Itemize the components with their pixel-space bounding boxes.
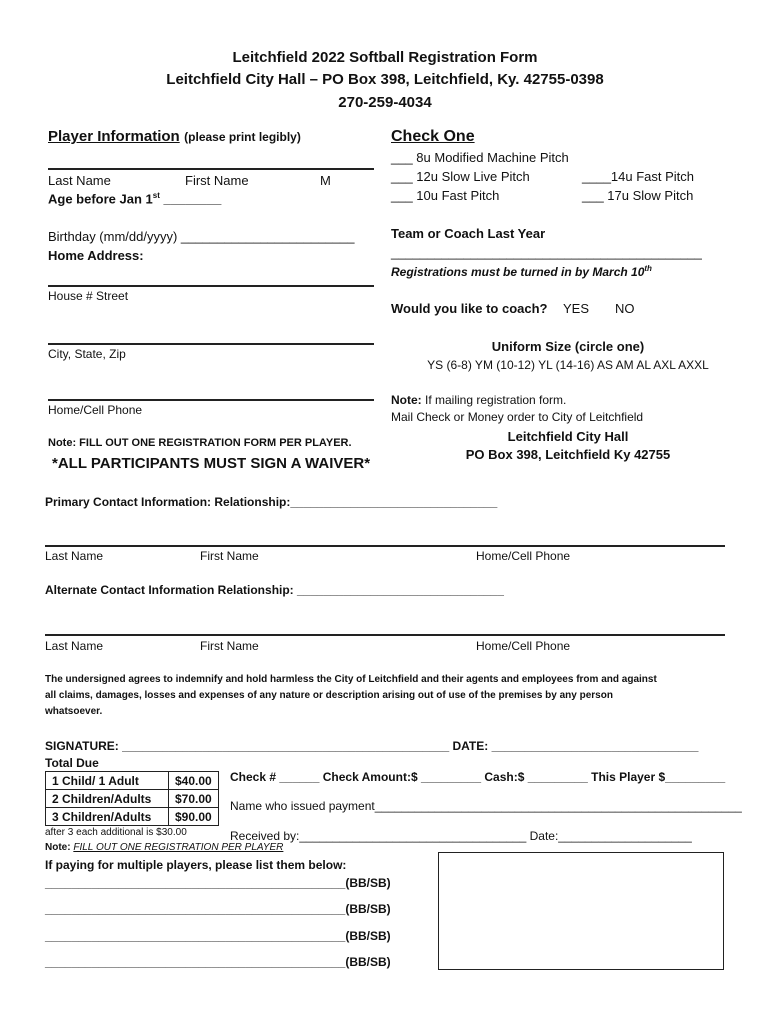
primary-phone-label: Home/Cell Phone: [476, 549, 571, 563]
phone-line: [48, 399, 374, 401]
fee-amount: $70.00: [169, 790, 219, 808]
home-address-label: Home Address:: [48, 248, 144, 263]
coach-question: Would you like to coach?: [391, 301, 548, 316]
primary-last-name-label: Last Name: [45, 549, 104, 563]
deadline-sup: th: [644, 264, 652, 273]
mail-note-label: Note:: [391, 393, 422, 407]
multi-player-line-2[interactable]: _____________________________________________(BB/SB): [45, 902, 391, 916]
table-row: [46, 772, 219, 790]
deadline-note: [391, 264, 652, 279]
coach-yes-option[interactable]: YES: [563, 301, 590, 316]
option-14u[interactable]: ____14u Fast Pitch: [582, 169, 695, 184]
alternate-first-name-label: First Name: [200, 639, 259, 653]
age-label: Age before Jan 1: [48, 191, 153, 207]
name-line: [48, 168, 374, 170]
alternate-contact-field[interactable]: Alternate Contact Information Relationship: _______________________________: [45, 583, 504, 597]
table-row: [46, 790, 219, 808]
mail-to-line-1: Leitchfield City Hall: [507, 429, 629, 444]
primary-first-name-label: First Name: [200, 549, 259, 563]
waiver-notice: *ALL PARTICIPANTS MUST SIGN A WAIVER*: [52, 455, 371, 472]
mail-note: [391, 393, 566, 407]
age-field[interactable]: [48, 191, 221, 206]
birthday-field[interactable]: Birthday (mm/dd/yyyy) ________________________: [48, 229, 355, 244]
form-address: Leitchfield City Hall – PO Box 398, Leitchfield, Ky. 42755-0398: [166, 71, 604, 88]
multi-note-label: Note:: [45, 842, 74, 853]
signature-date-line[interactable]: SIGNATURE: _________________________________________________ DATE: _______________________________: [45, 739, 699, 753]
multi-player-line-1[interactable]: _____________________________________________(BB/SB): [45, 876, 391, 890]
player-info-title: Player Information: [48, 128, 180, 145]
team-coach-label: Team or Coach Last Year: [391, 226, 546, 241]
option-17u[interactable]: ___ 17u Slow Pitch: [582, 188, 694, 203]
multi-player-heading: If paying for multiple players, please list them below:: [45, 858, 347, 872]
received-by-line[interactable]: Received by:__________________________________ Date:____________________: [230, 829, 692, 843]
player-info-note: (please print legibly): [184, 130, 301, 144]
total-due-label: Total Due: [45, 756, 99, 770]
one-form-note: Note: FILL OUT ONE REGISTRATION FORM PER PLAYER.: [48, 437, 352, 449]
uniform-size-heading: Uniform Size (circle one): [491, 339, 645, 354]
check-payment-line[interactable]: Check # ______ Check Amount:$ _________ Cash:$ _________ This Player $_________: [230, 770, 726, 784]
deadline-text: Registrations must be turned in by March 10: [391, 265, 645, 279]
form-phone: 270-259-4034: [338, 94, 432, 111]
multi-note-text: FILL OUT ONE REGISTRATION PER PLAYER: [73, 842, 284, 853]
alternate-last-name-label: Last Name: [45, 639, 104, 653]
option-10u[interactable]: ___ 10u Fast Pitch: [391, 188, 500, 203]
mail-to-line-2: PO Box 398, Leitchfield Ky 42755: [465, 447, 671, 462]
indemnity-line-3: whatsoever.: [45, 706, 103, 717]
multi-player-line-4[interactable]: _____________________________________________(BB/SB): [45, 955, 391, 969]
fee-amount: $90.00: [169, 808, 219, 826]
one-registration-note: [45, 842, 283, 853]
multi-player-line-3[interactable]: _____________________________________________(BB/SB): [45, 929, 391, 943]
fee-label: 1 Child/ 1 Adult: [46, 772, 169, 790]
indemnity-line-1: The undersigned agrees to indemnify and hold harmless the City of Leitchfield and their agents and employees from and against: [45, 674, 657, 685]
indemnity-line-2: all claims, damages, losses and expenses of any nature or description arising out of use of the premises by any person: [45, 690, 613, 701]
primary-contact-field[interactable]: Primary Contact Information: Relationship:_______________________________: [45, 495, 498, 509]
last-name-label: Last Name: [48, 173, 111, 188]
issued-by-line[interactable]: Name who issued payment_______________________________________________________: [230, 799, 742, 813]
table-row: [46, 808, 219, 826]
age-sup: st: [152, 191, 160, 200]
first-name-label: First Name: [185, 173, 249, 188]
check-one-heading: Check One: [391, 128, 475, 145]
age-blank: ________: [163, 191, 222, 207]
coach-no-option[interactable]: NO: [615, 301, 635, 316]
middle-initial-label: M: [320, 173, 331, 188]
street-line: [48, 285, 374, 287]
player-info-heading: [48, 128, 301, 146]
alternate-contact-line: [45, 634, 725, 636]
mail-check-note: Mail Check or Money order to City of Leitchfield: [391, 410, 644, 424]
uniform-size-options[interactable]: YS (6-8) YM (10-12) YL (14-16) AS AM AL AXL AXXL: [427, 358, 709, 372]
fee-table: [45, 771, 219, 826]
house-street-label: House # Street: [48, 289, 129, 303]
alternate-phone-label: Home/Cell Phone: [476, 639, 571, 653]
fee-amount: $40.00: [169, 772, 219, 790]
option-8u[interactable]: ___ 8u Modified Machine Pitch: [391, 150, 569, 165]
fee-label: 3 Children/Adults: [46, 808, 169, 826]
home-cell-phone-label: Home/Cell Phone: [48, 403, 143, 417]
form-title: Leitchfield 2022 Softball Registration Form: [232, 49, 538, 66]
fee-label: 2 Children/Adults: [46, 790, 169, 808]
city-line: [48, 343, 374, 345]
primary-contact-line: [45, 545, 725, 547]
option-12u[interactable]: ___ 12u Slow Live Pitch: [391, 169, 530, 184]
additional-fee-note: after 3 each additional is $30.00: [45, 827, 187, 838]
team-coach-line[interactable]: ___________________________________________: [391, 245, 702, 260]
mail-note-text: If mailing registration form.: [421, 393, 567, 407]
city-state-zip-label: City, State, Zip: [48, 347, 126, 361]
office-use-box[interactable]: [438, 852, 724, 970]
